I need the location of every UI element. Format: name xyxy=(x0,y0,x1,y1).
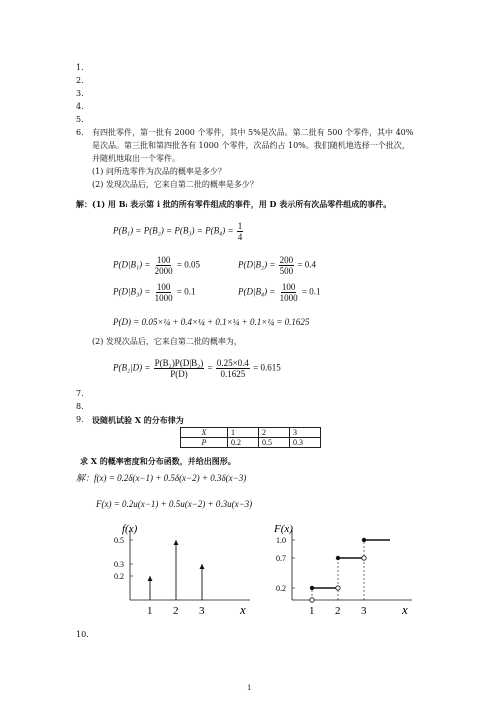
x-tick-label: 2 xyxy=(335,605,341,617)
solution-cdf: F(x) = 0.2u(x−1) + 0.5u(x−2) + 0.3u(x−3) xyxy=(96,499,253,509)
equation-text: = xyxy=(207,362,213,373)
fraction-num: P(B₂)P(D|B₂) xyxy=(154,358,204,368)
equation-bayes xyxy=(113,358,281,379)
equation-text: P(D|B₂) = xyxy=(238,259,276,270)
fraction xyxy=(154,282,174,303)
x-tick-label: 1 xyxy=(309,605,315,617)
question-text: 是次品。第三批和第四批各有 1000 个零件，次品约占 10%。我们随机地选择一个批次， xyxy=(92,141,410,150)
list-marker: 5. xyxy=(76,115,84,124)
y-tick-label: 0.5 xyxy=(114,536,124,545)
fraction-num: 1 xyxy=(237,221,243,231)
step-open-dot xyxy=(310,598,314,602)
table-cell: 0.2 xyxy=(228,438,259,448)
table-cell: X xyxy=(181,428,228,438)
equation-text: P(D|B₄) = xyxy=(238,286,276,297)
table-cell: 0.5 xyxy=(259,438,290,448)
fraction-den: 500 xyxy=(279,266,294,276)
list-marker: 2. xyxy=(76,76,84,85)
table-cell: 0.3 xyxy=(290,438,321,448)
equation-value: = 0.1 xyxy=(176,286,196,297)
equation-d4 xyxy=(238,282,321,303)
question-number: 6. xyxy=(76,128,84,137)
fraction-den: 4 xyxy=(237,232,243,242)
equation-value: = 0.05 xyxy=(176,259,200,270)
list-marker: 10. xyxy=(76,630,89,639)
list-marker: 8. xyxy=(76,402,84,411)
equation-text: P(D|B₃) = xyxy=(113,286,151,297)
fraction-num: 100 xyxy=(156,282,171,292)
equation-value: = 0.1 xyxy=(301,286,321,297)
list-marker: 3. xyxy=(76,89,84,98)
fraction xyxy=(154,358,205,379)
impulse-arrow xyxy=(148,576,153,581)
question-number: 9. xyxy=(76,415,84,424)
table-cell: 1 xyxy=(228,428,259,438)
sub-question: (2) 发现次品后，它来自第二批的概率是多少？ xyxy=(92,180,258,189)
fraction xyxy=(279,255,295,276)
equation-d2 xyxy=(238,255,316,276)
x-tick-label: 3 xyxy=(199,605,205,617)
fraction xyxy=(216,358,250,379)
question-text: 并随机地取出一个零件。 xyxy=(92,154,180,163)
fraction-den: 1000 xyxy=(154,293,173,303)
equation-text: P(D|B₁) = xyxy=(113,259,151,270)
fraction xyxy=(237,221,244,242)
fraction-den: 2000 xyxy=(154,266,173,276)
table-row xyxy=(181,428,321,438)
step-closed-dot xyxy=(362,538,366,542)
fraction xyxy=(279,282,299,303)
solution-part2: (2) 发现次品后，它来自第二批的概率为， xyxy=(92,337,242,346)
solution-density: 解：f(x) = 0.2δ(x−1) + 0.5δ(x−2) + 0.3δ(x−3) xyxy=(76,473,247,483)
cdf-step-chart xyxy=(262,520,422,620)
x-tick-label: 2 xyxy=(173,605,179,617)
page-number: 1 xyxy=(247,684,252,692)
fraction-den: 1000 xyxy=(279,293,298,303)
fraction-den: 0.1625 xyxy=(220,369,246,379)
y-tick-label: 0.7 xyxy=(276,554,286,563)
y-tick-label: 0.2 xyxy=(276,584,286,593)
fraction xyxy=(154,255,174,276)
y-tick-label: 1.0 xyxy=(276,536,286,545)
equation-pb xyxy=(113,221,244,242)
list-marker: 4. xyxy=(76,102,84,111)
question-text: 有四批零件，第一批有 2000 个零件，其中 5%是次品。第二批有 500 个零件，其中 40% xyxy=(92,128,414,137)
equation-value: = 0.4 xyxy=(297,259,316,270)
step-open-dot xyxy=(336,586,340,590)
equation-d3 xyxy=(113,282,196,303)
x-axis-label: x xyxy=(240,602,246,617)
fraction-num: 0.25×0.4 xyxy=(216,358,249,368)
y-axis-label: F(x) xyxy=(274,523,293,535)
step-closed-dot xyxy=(310,586,314,590)
impulse-arrow xyxy=(200,564,205,569)
fraction-num: 100 xyxy=(156,255,171,265)
equation-pd: P(D) = 0.05×¼ + 0.4×¼ + 0.1×¼ + 0.1×¼ = 0.1625 xyxy=(113,317,310,327)
x-tick-label: 1 xyxy=(147,605,153,617)
table-row xyxy=(181,438,321,448)
impulse-arrow xyxy=(174,540,179,545)
x-axis-label: x xyxy=(402,602,408,617)
y-axis-label: f(x) xyxy=(122,523,138,535)
table-cell: 3 xyxy=(290,428,321,438)
step-open-dot xyxy=(362,556,366,560)
equation-value: = 0.615 xyxy=(253,362,281,373)
fraction-num: 100 xyxy=(281,282,296,292)
sub-question: (1) 问所选零件为次品的概率是多少？ xyxy=(92,167,226,176)
equation-text: P(B₂|D) = xyxy=(113,362,151,373)
table-cell: P xyxy=(181,438,228,448)
equation-text: P(B₁) = P(B₂) = P(B₃) = P(B₄) = xyxy=(113,225,234,236)
table-cell: 2 xyxy=(259,428,290,438)
fraction-den: P(D) xyxy=(170,369,188,379)
y-tick-label: 0.2 xyxy=(114,572,124,581)
equation-d1 xyxy=(113,255,200,276)
distribution-table xyxy=(180,427,321,448)
question-text: 设随机试验 X 的分布律为 xyxy=(92,415,184,425)
solution-intro: 解：(1) 用 Bᵢ 表示第 i 批的所有零件组成的事件，用 D 表示所有次品零件组成的事件。 xyxy=(76,199,392,209)
list-marker: 7. xyxy=(76,389,84,398)
x-tick-label: 3 xyxy=(361,605,367,617)
list-marker: 1. xyxy=(76,63,84,72)
fraction-num: 200 xyxy=(279,255,294,265)
question-ask: 求 X 的概率密度和分布函数，并给出图形。 xyxy=(80,456,236,466)
density-impulse-chart xyxy=(100,520,260,620)
y-tick-label: 0.3 xyxy=(114,560,124,569)
step-closed-dot xyxy=(336,556,340,560)
